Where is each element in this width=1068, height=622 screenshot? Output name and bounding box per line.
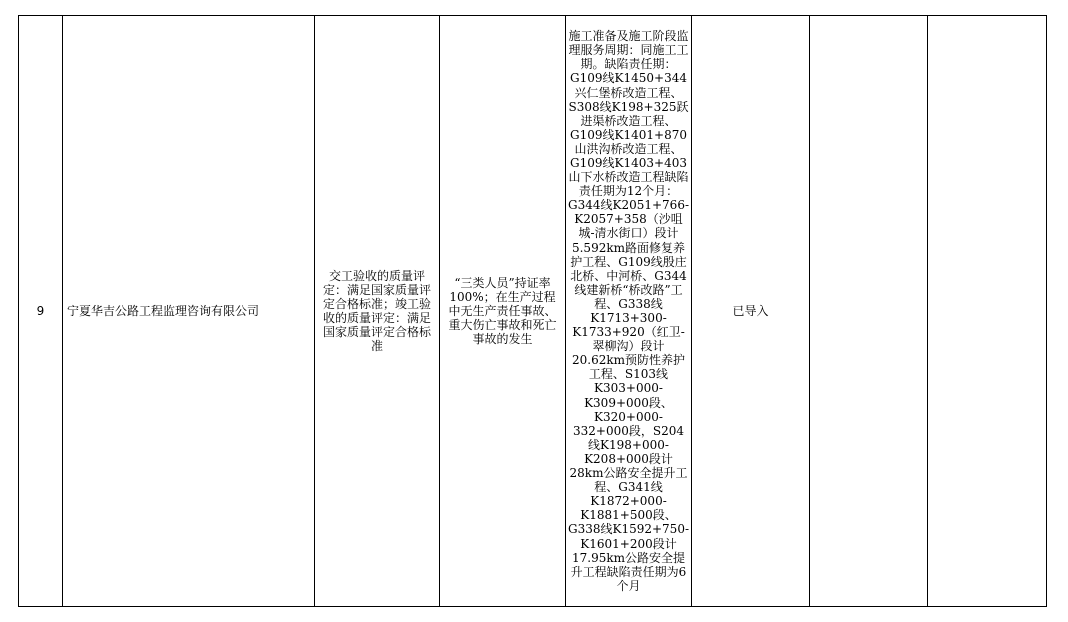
status-text: 已导入 xyxy=(732,303,769,318)
quality-goal-cell xyxy=(315,16,440,607)
company-name: 宁夏华吉公路工程监理咨询有限公司 xyxy=(67,303,260,318)
row-number-cell xyxy=(19,16,63,607)
quality-goal-text: 交工验收的质量评定：满足国家质量评定合格标准；竣工验收的质量评定：满足国家质量评定合格标准 xyxy=(322,268,431,354)
safety-goal-text: “三类人员”持证率 100%；在生产过程中无生产责任事故、重大伤亡事故和死亡事故的发生 xyxy=(448,275,557,347)
empty-cell-1 xyxy=(810,16,928,607)
table-row xyxy=(19,16,1047,607)
empty-cell-2 xyxy=(928,16,1047,607)
service-period-cell xyxy=(566,16,692,607)
data-table xyxy=(18,15,1047,607)
status-cell xyxy=(692,16,810,607)
safety-goal-cell xyxy=(440,16,566,607)
service-period-text: 施工准备及施工阶段监理服务周期：同施工工期。缺陷责任期：G109线K1450+344兴仁堡桥改造工程、S308线K198+325跃进渠桥改造工程、G109线K1401+870山洪沟桥改造工程、G109线K1403+403山下水桥改造工程缺陷责任期为12个月：G344线K2051+766-K2057+358（沙咀城-清水街口）段计5.592km路面修复养护工程、G109线殷庄北桥、中河桥、G344线建新桥“桥改路”工程、G338线K1713+300-K1733+920（红卫-翠柳沟）段计20.62km预防性养护工程、S103线K303+000-K309+000段、K320+000-332+000段，S204线K198+000-K208+000段计28km公路安全提升工程、G341线K1872+000-K1881+500段、G338线K1592+750-K1601+200段计17.95km公路安全提升工程缺陷责任期为6个月 xyxy=(568,29,690,593)
company-cell xyxy=(63,16,315,607)
row-number: 9 xyxy=(36,303,45,318)
